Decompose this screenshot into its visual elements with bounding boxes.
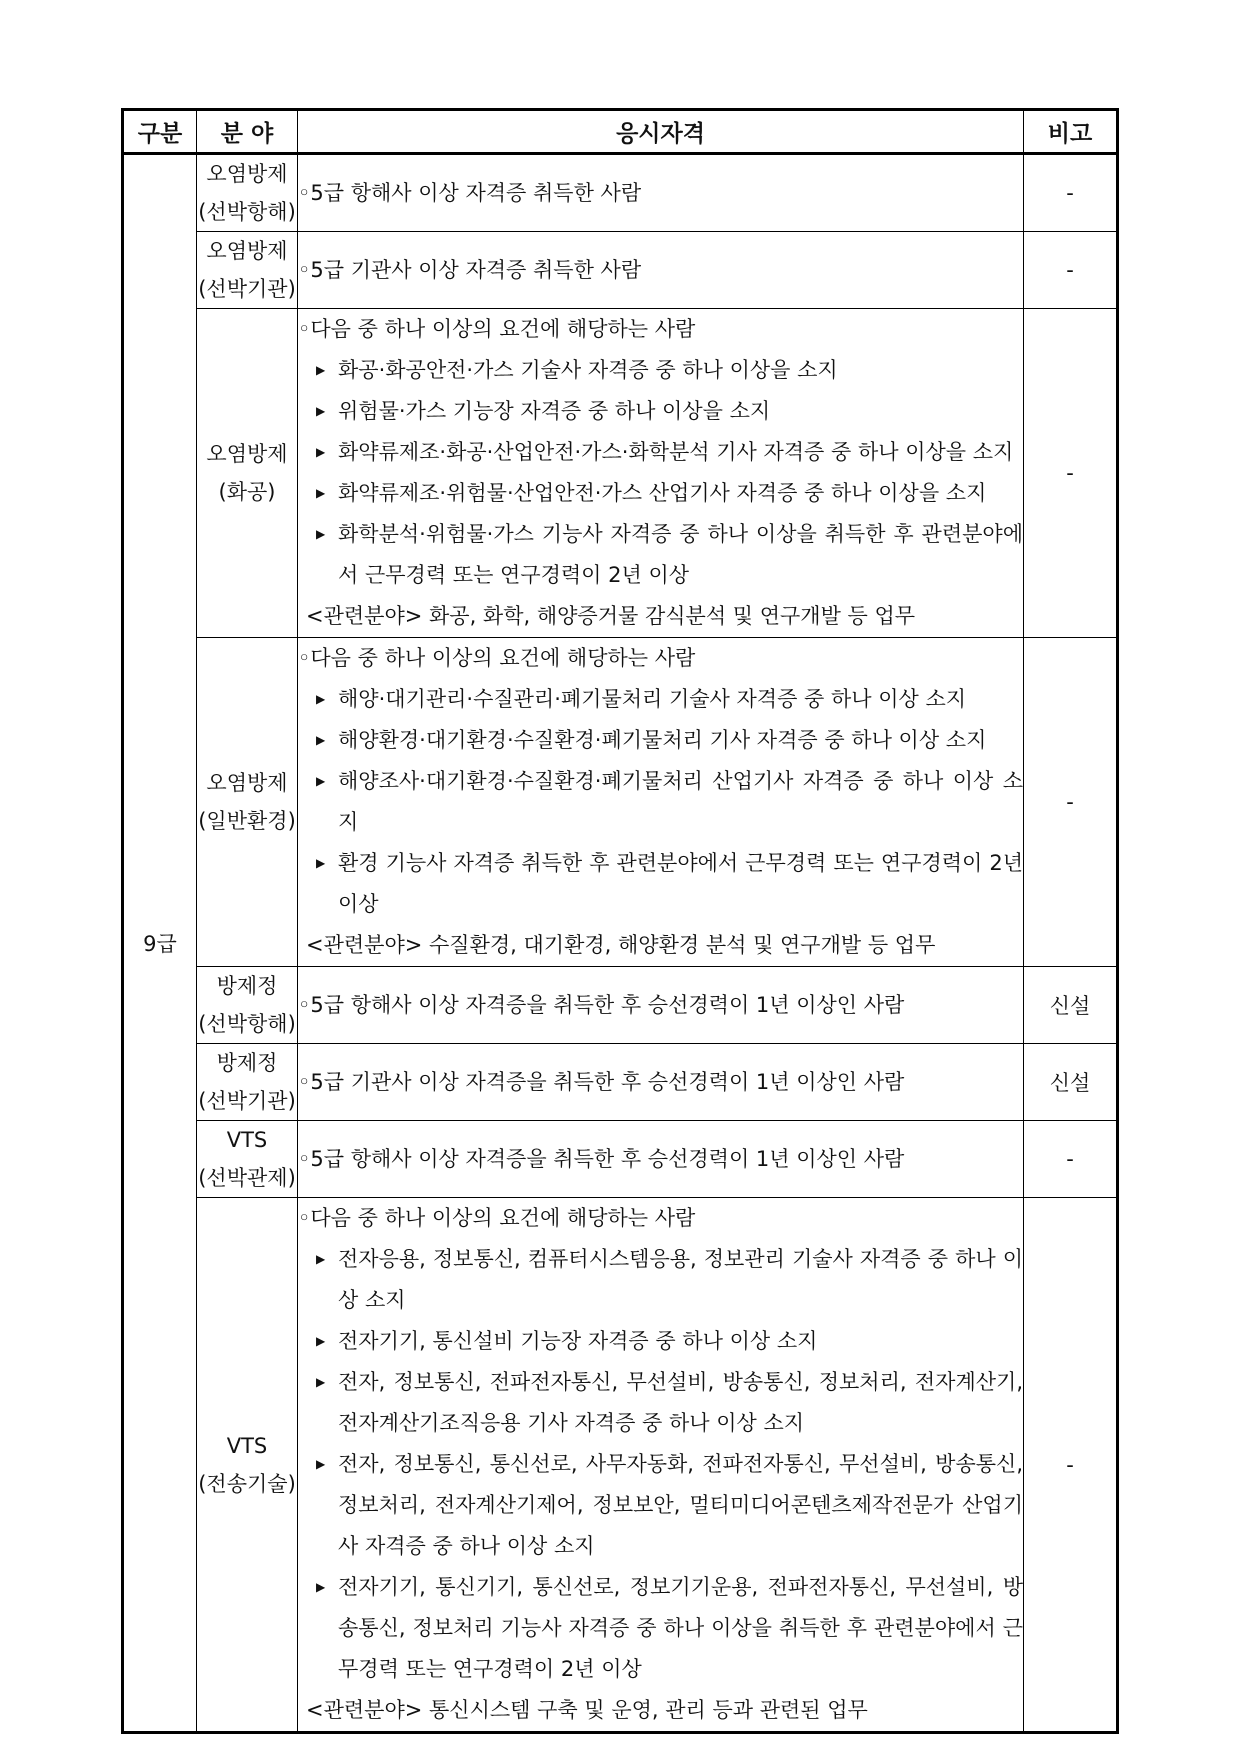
field-subname: (선박항해) bbox=[198, 1012, 296, 1036]
qualification-text: ◦5급 항해사 이상 자격증을 취득한 후 승선경력이 1년 이상인 사람 bbox=[298, 992, 905, 1017]
triangle-bullet-icon: ▶ bbox=[316, 363, 326, 377]
qualification-bullet: ▶ 화약류제조·화공·산업안전·가스·화학분석 기사 자격증 중 하나 이상을 소지 bbox=[312, 432, 1023, 473]
triangle-bullet-icon: ▶ bbox=[316, 527, 326, 541]
field-cell bbox=[197, 1121, 298, 1198]
qualification-text: ◦5급 항해사 이상 자격증을 취득한 후 승선경력이 1년 이상인 사람 bbox=[298, 1146, 905, 1171]
qualification-bullet: ▶ 전자, 정보통신, 전파전자통신, 무선설비, 방송통신, 정보처리, 전자계산기, 전자계산기조직응용 기사 자격증 중 하나 이상 소지 bbox=[312, 1362, 1023, 1444]
triangle-bullet-icon: ▶ bbox=[316, 1375, 326, 1389]
qualification-cell bbox=[298, 232, 1024, 309]
qualification-bullet: ▶ 전자응용, 정보통신, 컴퓨터시스템응용, 정보관리 기술사 자격증 중 하나 이상 소지 bbox=[312, 1239, 1023, 1321]
triangle-bullet-icon: ▶ bbox=[316, 1580, 326, 1594]
remark-cell: - bbox=[1024, 154, 1118, 232]
header-row bbox=[123, 110, 1118, 154]
qualification-cell bbox=[298, 967, 1024, 1044]
field-subname: (전송기술) bbox=[198, 1471, 296, 1496]
field-subname: (선박기관) bbox=[198, 277, 296, 301]
qualification-cell bbox=[298, 309, 1024, 638]
header-qualification: 응시자격 bbox=[298, 110, 1024, 154]
qualification-text: ◦5급 기관사 이상 자격증을 취득한 후 승선경력이 1년 이상인 사람 bbox=[298, 1069, 905, 1094]
field-name: 오염방제 bbox=[206, 239, 288, 263]
related-field-note: <관련분야> 화공, 화학, 해양증거물 감식분석 및 연구개발 등 업무 bbox=[306, 604, 916, 628]
qualification-bullet: ▶ 화공·화공안전·가스 기술사 자격증 중 하나 이상을 소지 bbox=[312, 350, 1023, 391]
field-subname: (선박관제) bbox=[198, 1166, 296, 1190]
field-name: 방제정 bbox=[216, 974, 278, 998]
table-row bbox=[123, 967, 1118, 1044]
remark-cell: - bbox=[1024, 309, 1118, 638]
header-field: 분 야 bbox=[197, 110, 298, 154]
triangle-bullet-icon: ▶ bbox=[316, 404, 326, 418]
table-row bbox=[123, 1044, 1118, 1121]
remark-cell: - bbox=[1024, 1198, 1118, 1733]
qualification-bullet: ▶ 전자, 정보통신, 통신선로, 사무자동화, 전파전자통신, 무선설비, 방송통신, 정보처리, 전자계산기제어, 정보보안, 멀티미디어콘텐츠제작전문가 산업기사 자격증 중 하나 이상 소지 bbox=[312, 1444, 1023, 1567]
qualification-bullet: ▶ 위험물·가스 기능장 자격증 중 하나 이상을 소지 bbox=[312, 391, 1023, 432]
qualification-table bbox=[121, 108, 1119, 1734]
table-row bbox=[123, 1121, 1118, 1198]
table-row bbox=[123, 232, 1118, 309]
triangle-bullet-icon: ▶ bbox=[316, 733, 326, 747]
qualification-bullet: ▶ 전자기기, 통신기기, 통신선로, 정보기기운용, 전파전자통신, 무선설비, 방송통신, 정보처리 기능사 자격증 중 하나 이상을 취득한 후 관련분야에서 근무경력 또는 연구경력이 2년 이상 bbox=[312, 1567, 1023, 1690]
field-cell bbox=[197, 232, 298, 309]
qualification-bullet: ▶ 화학분석·위험물·가스 기능사 자격증 중 하나 이상을 취득한 후 관련분야에서 근무경력 또는 연구경력이 2년 이상 bbox=[312, 514, 1023, 596]
remark-cell: - bbox=[1024, 1121, 1118, 1198]
table-row bbox=[123, 309, 1118, 638]
qualification-intro: ◦다음 중 하나 이상의 요건에 해당하는 사람 bbox=[298, 1206, 696, 1230]
field-cell bbox=[197, 309, 298, 638]
remark-cell: 신설 bbox=[1024, 967, 1118, 1044]
qualification-cell bbox=[298, 1121, 1024, 1198]
qualification-text: ◦5급 기관사 이상 자격증 취득한 사람 bbox=[298, 257, 642, 282]
qualification-bullet: ▶ 전자기기, 통신설비 기능장 자격증 중 하나 이상 소지 bbox=[312, 1321, 1023, 1362]
qualification-cell bbox=[298, 1198, 1024, 1733]
field-subname: (화공) bbox=[218, 480, 276, 504]
qualification-bullet: ▶ 환경 기능사 자격증 취득한 후 관련분야에서 근무경력 또는 연구경력이 2년 이상 bbox=[312, 843, 1023, 925]
triangle-bullet-icon: ▶ bbox=[316, 1457, 326, 1471]
qualification-cell bbox=[298, 638, 1024, 967]
field-cell bbox=[197, 638, 298, 967]
qualification-bullet: ▶ 화약류제조·위험물·산업안전·가스 산업기사 자격증 중 하나 이상을 소지 bbox=[312, 473, 1023, 514]
remark-cell: - bbox=[1024, 638, 1118, 967]
field-name: 방제정 bbox=[216, 1051, 278, 1075]
qualification-bullet: ▶ 해양환경·대기환경·수질환경·폐기물처리 기사 자격증 중 하나 이상 소지 bbox=[312, 720, 1023, 761]
table-row bbox=[123, 638, 1118, 967]
field-name: VTS bbox=[226, 1128, 268, 1152]
triangle-bullet-icon: ▶ bbox=[316, 774, 326, 788]
qualification-bullet: ▶ 해양조사·대기환경·수질환경·폐기물처리 산업기사 자격증 중 하나 이상 소지 bbox=[312, 761, 1023, 843]
field-subname: (일반환경) bbox=[198, 809, 296, 833]
related-field-note: <관련분야> 수질환경, 대기환경, 해양환경 분석 및 연구개발 등 업무 bbox=[306, 933, 936, 957]
field-cell bbox=[197, 154, 298, 232]
related-field-note: <관련분야> 통신시스템 구축 및 운영, 관리 등과 관련된 업무 bbox=[306, 1698, 868, 1722]
field-subname: (선박기관) bbox=[198, 1089, 296, 1113]
header-remark: 비고 bbox=[1024, 110, 1118, 154]
qualification-intro: ◦다음 중 하나 이상의 요건에 해당하는 사람 bbox=[298, 317, 696, 341]
triangle-bullet-icon: ▶ bbox=[316, 1252, 326, 1266]
remark-cell: - bbox=[1024, 232, 1118, 309]
field-subname: (선박항해) bbox=[198, 200, 296, 224]
triangle-bullet-icon: ▶ bbox=[316, 445, 326, 459]
field-name: VTS bbox=[226, 1433, 268, 1458]
triangle-bullet-icon: ▶ bbox=[316, 486, 326, 500]
field-cell bbox=[197, 967, 298, 1044]
grade-cell: 9급 bbox=[123, 154, 197, 1733]
triangle-bullet-icon: ▶ bbox=[316, 1334, 326, 1348]
qualification-cell bbox=[298, 154, 1024, 232]
table-row bbox=[123, 1198, 1118, 1733]
field-cell bbox=[197, 1198, 298, 1733]
field-name: 오염방제 bbox=[206, 771, 288, 795]
triangle-bullet-icon: ▶ bbox=[316, 692, 326, 706]
field-cell bbox=[197, 1044, 298, 1121]
qualification-bullet: ▶ 해양·대기관리·수질관리·폐기물처리 기술사 자격증 중 하나 이상 소지 bbox=[312, 679, 1023, 720]
field-name: 오염방제 bbox=[206, 442, 288, 466]
header-category: 구분 bbox=[123, 110, 197, 154]
qualification-cell bbox=[298, 1044, 1024, 1121]
triangle-bullet-icon: ▶ bbox=[316, 856, 326, 870]
remark-cell: 신설 bbox=[1024, 1044, 1118, 1121]
qualification-intro: ◦다음 중 하나 이상의 요건에 해당하는 사람 bbox=[298, 646, 696, 670]
table-row bbox=[123, 154, 1118, 232]
qualification-text: ◦5급 항해사 이상 자격증 취득한 사람 bbox=[298, 180, 642, 205]
field-name: 오염방제 bbox=[206, 162, 288, 186]
